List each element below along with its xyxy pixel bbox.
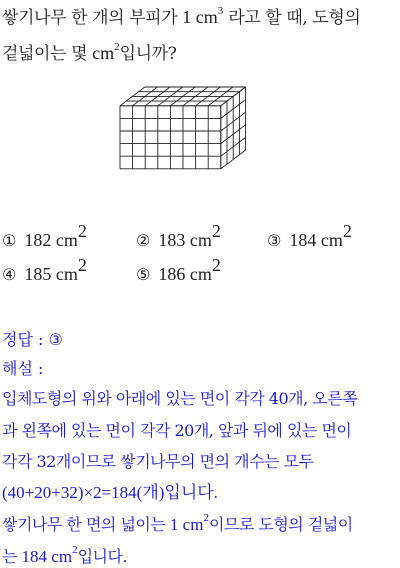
choice-4[interactable]: ④ 185 $cm^2$	[2, 255, 87, 284]
question-text: 라고 할 때, 도형의	[223, 8, 361, 28]
explanation-line-1: 입체도형의 위와 아래에 있는 면이 각각 40개, 오른쪽	[2, 389, 358, 408]
choice-5[interactable]: ⑤ 186 $cm^2$	[136, 255, 221, 284]
choice-3[interactable]: ③ 184 $cm^2$	[267, 221, 352, 250]
question-line-2	[2, 43, 176, 64]
choice-2[interactable]: ② 183 $cm^2$	[136, 221, 221, 250]
question-text: 쌓기나무 한 개의 부피가	[2, 8, 183, 28]
question-line-1	[2, 7, 360, 28]
explanation-label: 해설 :	[2, 359, 44, 378]
explanation-line-2: 과 왼쪽에 있는 면이 각각 20개, 앞과 뒤에 있는 면이	[2, 421, 352, 440]
explanation-formula: (40+20+32)×2=184(개)입니다.	[2, 483, 218, 502]
question-text: 겉넓이는 몇	[2, 44, 93, 64]
explanation-line-5: 쌓기나무 한 면의 넓이는 1 $cm^2$이므로 도형의 겉넓이	[2, 512, 353, 534]
answer-label: 정답 : ③	[2, 330, 63, 349]
choice-1[interactable]: ① 182 $cm^2$	[2, 221, 87, 250]
answer-mark: ③	[48, 330, 63, 349]
cuboid-of-unit-cubes-icon	[119, 86, 285, 194]
explanation-line-3: 각각 32개이므로 쌓기나무의 면의 개수는 모두	[2, 452, 314, 471]
question-text: 입니까?	[119, 44, 177, 64]
explanation-line-6: 는 184 $cm^2$입니다.	[2, 544, 128, 566]
unit-area: $cm^2$	[92, 41, 120, 63]
unit-volume: 1 $cm^3$	[182, 5, 224, 27]
